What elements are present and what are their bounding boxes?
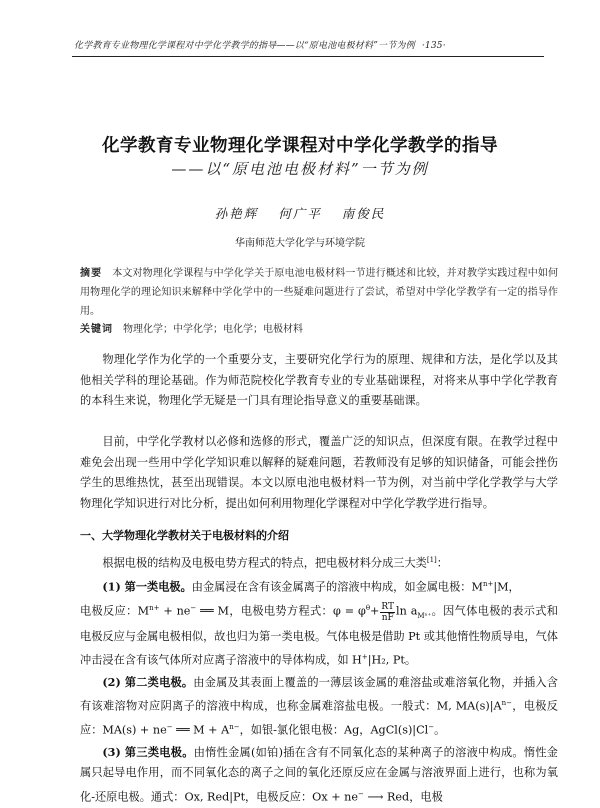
kind1-label: (1) 第一类电极。 xyxy=(102,579,192,594)
kind3-end: ⟶ Red，电极 xyxy=(363,790,443,804)
sup-minus: − xyxy=(190,604,197,613)
fraction-numerator: RT xyxy=(381,601,395,612)
intro-paragraph-2: 目前，中学化学教材以必修和选修的形式，覆盖广泛的知识点，但深度有限。在教学过程中难免会出现一些用中学化学知识难以解释的疑难问题，若教师没有足够的知识储备，可能会挫伤学生的思维热忱，甚至出现错误。本文以原电池电极材料一节为例，对当前中学化学教学与大学物理化学知识进行对比分析，提出如何利用物理化学课程对中学化学教学进行指导。 xyxy=(80,435,558,510)
article-title: 化学教育专业物理化学课程对中学化学教学的指导 xyxy=(102,136,498,156)
sup-theta: θ xyxy=(365,604,371,613)
kind2-text: 由金属及其表面上覆盖的一薄层该金属的难溶盐或难溶氧化物，并插入含有该难溶物对应阴离子的溶液中构成，也称金属难溶盐电极。一般式：M, MA(s)|A xyxy=(80,675,558,713)
sup-minus: − xyxy=(166,723,173,732)
section-heading: 一、大学物理化学教材关于电极材料的介绍 xyxy=(80,529,289,542)
abstract-label: 摘要 xyxy=(80,268,103,279)
nernst-fraction xyxy=(380,602,395,623)
fraction-denominator: nF xyxy=(381,612,394,623)
section-body xyxy=(80,550,558,808)
running-title: 化学教育专业物理化学课程对中学化学教学的指导——以“原电池电极材料”一节为例 xyxy=(74,41,415,51)
kind2-continuation: ，电极反应：MA(s) + ne xyxy=(80,699,558,738)
abstract xyxy=(80,264,558,321)
sup-n-plus: n+ xyxy=(149,604,160,613)
formula-plus: + xyxy=(370,605,380,619)
electrode-kind-1 xyxy=(80,574,558,598)
header-rule xyxy=(72,56,544,57)
kind2-end: ══ M + A xyxy=(172,724,230,738)
kind1-end: |H₂, Pt。 xyxy=(367,654,417,668)
article-authors: 孙艳辉 何广平 南俊民 xyxy=(214,206,386,221)
sup-n-minus: n− xyxy=(501,699,512,708)
kind1-tail: |M， xyxy=(493,580,520,594)
sup-plus: + xyxy=(361,653,368,662)
sup-minus: − xyxy=(428,723,435,732)
kind1-reaction-end: ══ M，电极电势方程式：φ = φ xyxy=(196,605,366,619)
kind2-example-end: 。 xyxy=(434,724,446,738)
abstract-text: 本文对物理化学课程与中学化学关于原电池电极材料一节进行概述和比较，并对教学实践过程中如何用物理化学的理论知识来解释中学化学中的一些疑难问题进行了尝试，希望对中学化学教学有一定的指导作用。 xyxy=(80,268,559,317)
kind2-label: (2) 第二类电极。 xyxy=(102,674,194,689)
sup-minus: − xyxy=(357,789,364,798)
electrode-kind-3 xyxy=(80,742,558,808)
kind1-text: 由金属浸在含有该金属离子的溶液中构成，如金属电极：M xyxy=(191,580,483,594)
kind1-reaction-line xyxy=(80,598,558,671)
kind3-text: 由惰性金属(如铂)插在含有不同氧化态的某种离子的溶液中构成。惰性金属只起导电作用，而不同氧化态的离子之间的氧化还原反应在金属与溶液界面上进行，也称为氧化-还原电极。通式：Ox, Red|Pt，电极反应：Ox + ne xyxy=(80,745,558,804)
section-intro-text: 根据电极的结构及电极电势方程式的特点，把电极材料分成三大类 xyxy=(102,556,427,570)
article-affiliation: 华南师范大学化学与环境学院 xyxy=(235,238,365,249)
keywords xyxy=(80,320,558,335)
citation-ref: [1] xyxy=(426,556,437,564)
section-intro xyxy=(80,550,558,574)
article-subtitle: ——以“原电池电极材料”一节为例 xyxy=(171,160,429,178)
sup-n-minus: n− xyxy=(229,723,240,732)
keywords-text: 物理化学；中学化学；电化学；电极材料 xyxy=(123,324,303,335)
keywords-label: 关键词 xyxy=(80,324,113,335)
kind1-reaction-label: 电极反应：M xyxy=(80,605,150,619)
formula-tail: ln a xyxy=(396,605,418,619)
kind1-reaction-mid: + ne xyxy=(159,605,191,619)
running-head xyxy=(74,38,544,51)
section-intro-end: ： xyxy=(436,556,448,570)
activity-subscript: Mⁿ⁺ xyxy=(417,612,432,621)
kind2-example: ，如银-氯化银电极：Ag，AgCl(s)|Cl xyxy=(239,724,429,738)
electrode-kind-2 xyxy=(80,672,558,742)
kind3-label: (3) 第三类电极。 xyxy=(102,744,194,759)
kind1-continuation: 。因气体电极的表示式和电极反应与金属电极相似，故也归为第一类电极。气体电极是借助 Pt 或其他惰性物质导电，气体冲击浸在含有该气体所对应离子溶液中的导体构成，如 H xyxy=(80,605,558,668)
sup-n-plus: n+ xyxy=(482,580,494,589)
intro-paragraph-1: 物理化学作为化学的一个重要分支，主要研究化学行为的原理、规律和方法，是化学以及其他相关学科的理论基础。作为师范院校化学教育专业的专业基础课程，对将来从事中学化学教育的本科生来说，物理化学无疑是一门具有理论指导意义的重要基础课。 xyxy=(80,353,558,407)
page-number: ·135· xyxy=(421,41,446,51)
